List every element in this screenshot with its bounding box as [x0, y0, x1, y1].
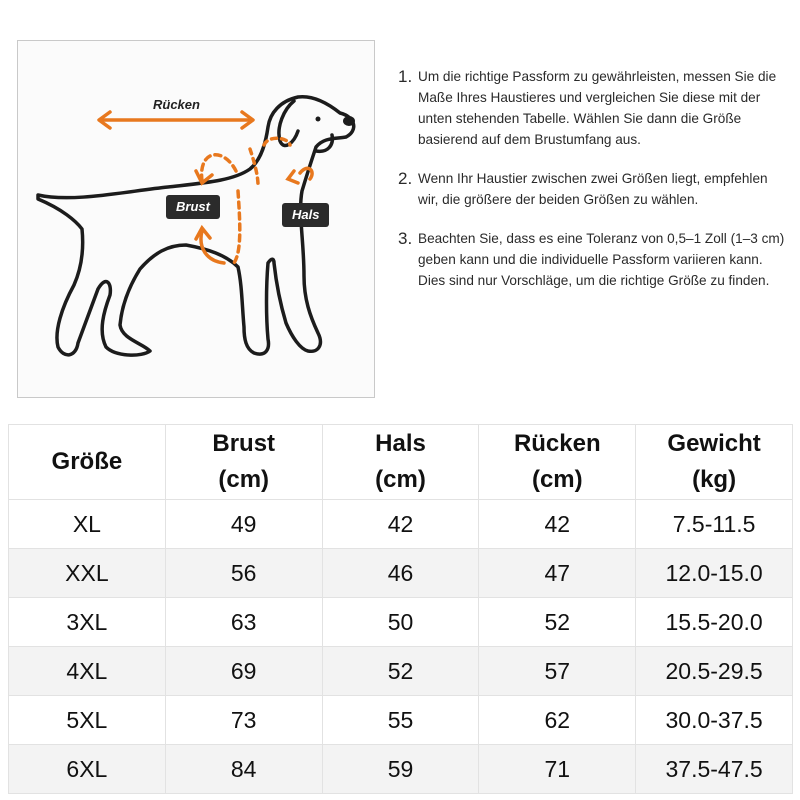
cell-neck: 59: [322, 745, 479, 794]
cell-size: XL: [9, 500, 166, 549]
step-number: 2.: [398, 169, 413, 188]
instruction-step: [398, 228, 786, 291]
cell-weight: 15.5-20.0: [636, 598, 793, 647]
cell-size: 5XL: [9, 696, 166, 745]
cell-chest: 84: [165, 745, 322, 794]
cell-back: 62: [479, 696, 636, 745]
header-neck: Hals (cm): [322, 425, 479, 500]
cell-back: 57: [479, 647, 636, 696]
cell-size: 3XL: [9, 598, 166, 647]
cell-weight: 12.0-15.0: [636, 549, 793, 598]
size-table: [8, 424, 793, 794]
cell-size: 6XL: [9, 745, 166, 794]
dog-measurement-illustration: [17, 40, 375, 398]
header-size: Größe: [9, 425, 166, 500]
cell-weight: 20.5-29.5: [636, 647, 793, 696]
back-label: Rücken: [153, 97, 200, 112]
cell-weight: 30.0-37.5: [636, 696, 793, 745]
header-chest: Brust (cm): [165, 425, 322, 500]
cell-size: 4XL: [9, 647, 166, 696]
instructions-list: [398, 66, 786, 309]
step-number: 1.: [398, 67, 413, 86]
table-row: [9, 647, 793, 696]
chest-label: Brust: [166, 195, 220, 219]
cell-weight: 37.5-47.5: [636, 745, 793, 794]
header-back: Rücken (cm): [479, 425, 636, 500]
instruction-step: [398, 66, 786, 150]
cell-neck: 46: [322, 549, 479, 598]
neck-label: Hals: [282, 203, 329, 227]
cell-chest: 69: [165, 647, 322, 696]
back-arrow-icon: [99, 112, 253, 128]
cell-weight: 7.5-11.5: [636, 500, 793, 549]
cell-neck: 55: [322, 696, 479, 745]
cell-chest: 73: [165, 696, 322, 745]
cell-neck: 42: [322, 500, 479, 549]
cell-back: 71: [479, 745, 636, 794]
cell-chest: 56: [165, 549, 322, 598]
table-row: [9, 500, 793, 549]
cell-chest: 49: [165, 500, 322, 549]
cell-chest: 63: [165, 598, 322, 647]
step-text: Wenn Ihr Haustier zwischen zwei Größen liegt, empfehlen wir, die größere der beiden Größen zu wählen.: [418, 171, 768, 207]
cell-back: 47: [479, 549, 636, 598]
instruction-step: [398, 168, 786, 210]
cell-neck: 52: [322, 647, 479, 696]
step-text: Beachten Sie, dass es eine Toleranz von 0,5–1 Zoll (1–3 cm) geben kann und die individuelle Passform variieren kann. Dies sind nur Vorschläge, um die richtige Größe zu finden.: [418, 231, 785, 288]
cell-size: XXL: [9, 549, 166, 598]
cell-back: 52: [479, 598, 636, 647]
table-row: [9, 745, 793, 794]
table-row: [9, 598, 793, 647]
header-weight: Gewicht (kg): [636, 425, 793, 500]
step-text: Um die richtige Passform zu gewährleisten, messen Sie die Maße Ihres Haustieres und vergleichen Sie diese mit der unten stehenden Tabelle. Wählen Sie dann die Größe basierend auf dem Brustumfang aus.: [418, 69, 777, 147]
table-header-row: [9, 425, 793, 500]
step-number: 3.: [398, 229, 413, 248]
cell-neck: 50: [322, 598, 479, 647]
table-row: [9, 696, 793, 745]
cell-back: 42: [479, 500, 636, 549]
table-row: [9, 549, 793, 598]
